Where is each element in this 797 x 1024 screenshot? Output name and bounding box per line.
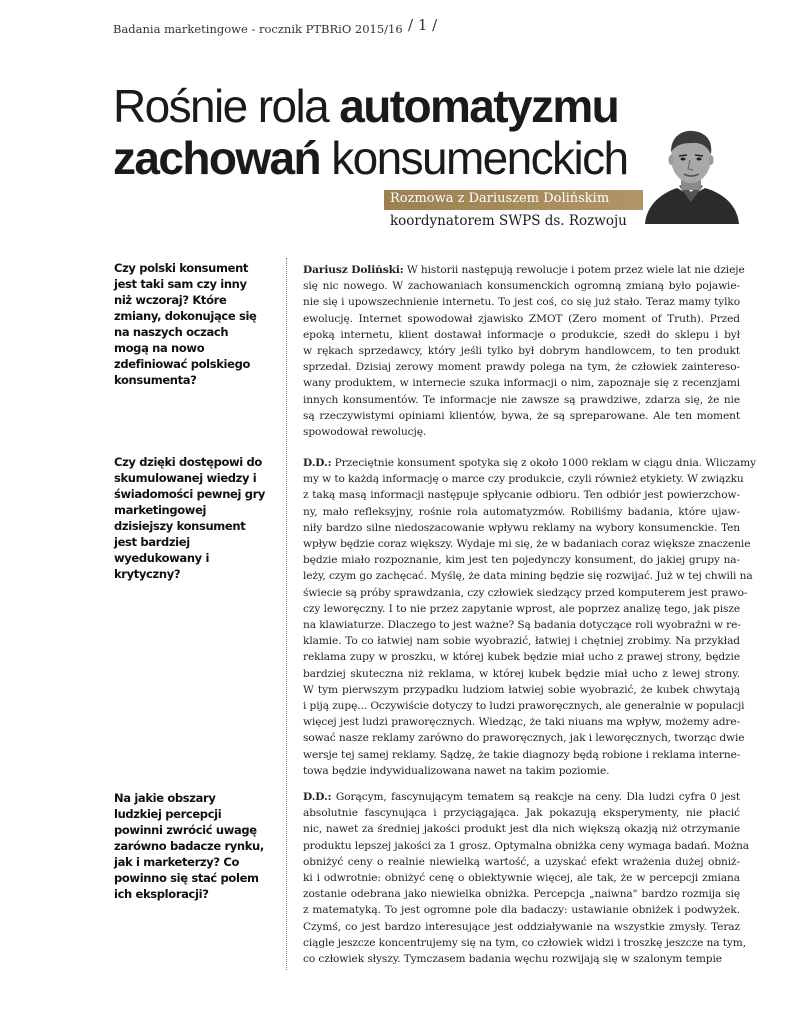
answer-line	[303, 327, 740, 343]
title-part2-bold: zachowań	[113, 132, 321, 184]
answer-text: bardziej skuteczna niż reklama, w której kubek będzie miał ucho z lewej strony.	[303, 667, 740, 680]
answer-text: w rękach sprzedawcy, który jeśli tylko był dobrym handlowcem, to ten produkt	[303, 345, 740, 358]
answer-line	[303, 568, 753, 584]
answer-text: ki i odwrotnie: obniżyć cenę o obiektywnie więcej, ale tak, że w percepcji zmiana	[303, 872, 740, 885]
answer-text: spowodował rewolucję.	[303, 426, 427, 439]
answer-line	[303, 919, 740, 935]
answer-text: wany produktem, w internecie szuka informacji o nim, zapoznaje się z recenzjami	[303, 377, 740, 390]
answer-text: W historii następują rewolucje i potem przez wiele lat nie dzieje	[403, 264, 745, 276]
title-part1-light: Rośnie rola	[113, 80, 340, 132]
answer-text: ciągle jeszcze koncentrujemy się na tym, co człowiek widzi i troszkę jeszcze na tym,	[303, 936, 747, 949]
answer-text: zostanie odebrana jako niewielka obniżka. Percepcja „naiwna" bardzo rozmija się	[303, 888, 740, 901]
interviewee-role: koordynatorem SWPS ds. Rozwoju	[390, 213, 627, 229]
answer-text: z matematyką. To jest ogromne pole dla badaczy: ustawianie obniżek i podwyżek.	[303, 904, 740, 917]
answer-text: Przeciętnie konsument spotyka się z około 1000 reklam w ciągu dnia. Wliczamy	[331, 457, 756, 469]
answer-line	[303, 311, 740, 327]
answer-line	[303, 552, 740, 568]
answer-text: klamie. To co łatwiej nam sobie wyobrazić, łatwiej i chętniej zrobimy. Na przykład	[303, 635, 740, 648]
answer-text: się nic nowego. W zachowaniach konsumenckich ogromną zmianą było pojawie-	[303, 280, 740, 293]
answer-line	[303, 601, 740, 617]
answer-text: absolutnie fascynująca i przyciągająca. Jak pokazują eksperymenty, nie płacić	[303, 807, 740, 820]
answer-line	[303, 617, 740, 633]
answer-line	[303, 951, 740, 967]
question-1: Czy polski konsument jest taki sam czy inny niż wczoraj? Które zmiany, dokonujące się na naszych oczach mogą na nowo zdefiniować polskiego konsumenta?	[114, 261, 257, 387]
portrait-photo	[643, 122, 740, 224]
answer-line	[303, 789, 740, 805]
answer-line	[303, 471, 744, 487]
answer-line	[303, 343, 740, 359]
answer-text: czy leworęczny. I to nie przez zapytanie wprost, ale poprzez analizę tego, jak pisze	[303, 602, 740, 615]
answer-text: z taką masą informacji następuje spłycanie odbioru. Ten odbiór jest powierzchow-	[303, 489, 740, 502]
answer-line	[303, 633, 740, 649]
answer-line	[303, 935, 747, 951]
answer-line	[303, 585, 748, 601]
answer-1	[303, 262, 745, 440]
answer-text: nic, nawet za średniej jakości produkt jest dla nich większą okazją niż otrzymanie	[303, 823, 740, 836]
answer-3	[303, 789, 750, 967]
answer-text: produktu lepszej jakości za 1 grosz. Optymalna obniżka ceny wymaga badań. Można	[303, 839, 750, 852]
answer-line	[303, 763, 740, 779]
column-divider	[286, 258, 287, 970]
answer-text: sprzedał. Dzisiaj zerowy moment prawdy polega na tym, że człowiek zaintereso-	[303, 361, 740, 374]
answer-text: sować nasze reklamy zarówno do praworęcznych, jak i leworęcznych, tworząc dwie	[303, 732, 745, 745]
answer-line	[303, 870, 740, 886]
answer-line	[303, 698, 745, 714]
answer-text: nie się i upowszechnienie internetu. To jest coś, co się już stało. Teraz mamy tylko	[303, 296, 740, 309]
answer-line	[303, 487, 740, 503]
title-part1-bold: automatyzmu	[339, 80, 619, 132]
answer-line	[303, 838, 750, 854]
answer-text: towa będzie indywidualizowana nawet na takim poziomie.	[303, 764, 610, 777]
answer-line	[303, 902, 740, 918]
answer-line	[303, 714, 740, 730]
answer-text: świecie są próby sprawdzania, czy człowiek siedzący przed komputerem jest prawo-	[303, 586, 748, 599]
answer-line	[303, 359, 740, 375]
answer-text: niły bardzo silne niedoszacowanie wpływu reklamy na wybory konsumenckie. Ten	[303, 521, 740, 534]
answer-text: wpływ będzie coraz większy. Wydaje mi się, że w badaniach coraz większe znaczenie	[303, 538, 751, 551]
answer-text: będzie miało rozpoznanie, kim jest ten pojedynczy konsument, do jakiej grupy na-	[303, 554, 740, 567]
answer-text: epoką internetu, klient dostawał informacje o produkcie, szedł do sklepu i był	[303, 328, 740, 341]
answer-line	[303, 747, 740, 763]
answer-line	[303, 666, 740, 682]
interview-with: Rozmowa z Dariuszem Dolińskim	[390, 191, 610, 206]
answer-line	[303, 682, 740, 698]
answer-2	[303, 455, 756, 779]
answer-line	[303, 424, 740, 440]
answer-text: leży, czym go zachęcać. Myślę, że data mining będzie się rozwijać. Już w tej chwili na	[303, 570, 753, 583]
answer-line	[303, 821, 740, 837]
answer-text: innych konsumentów. Te informacje nie zawsze są prawdziwe, zdarza się, że nie	[303, 393, 740, 406]
answer-line	[303, 262, 745, 278]
answer-line	[303, 854, 740, 870]
answer-text: ny, mało refleksyjny, rośnie rola automatyzmów. Robiliśmy badania, które ujaw-	[303, 505, 740, 518]
answer-text: co człowiek słyszy. Tymczasem badania węchu rozwijają się w szalonym tempie	[303, 953, 722, 966]
answer-line	[303, 805, 740, 821]
page-number: / 1 /	[408, 16, 438, 34]
question-3: Na jakie obszary ludzkiej percepcji powinni zwrócić uwagę zarówno badacze rynku, jak i marketerzy? Co powinno się stać polem ich eksploracji?	[114, 791, 264, 901]
answer-text: W tym pierwszym przypadku ludziom łatwiej sobie wyobrazić, że kubek chwytają	[303, 683, 740, 696]
answer-line	[303, 278, 740, 294]
answer-text: więcej jest ludzi praworęcznych. Wiedząc, że taki niuans ma wpływ, możemy adre-	[303, 716, 740, 729]
answer-line	[303, 649, 740, 665]
answer-text: obniżyć ceny o realnie niewielką wartość, a uzyskać efekt wrażenia dużej obniż-	[303, 855, 740, 868]
speaker-label: D.D.:	[303, 457, 332, 469]
answer-line	[303, 408, 740, 424]
answer-line	[303, 504, 740, 520]
question-2: Czy dzięki dostępowi do skumulowanej wiedzy i świadomości pewnej gry marketingowej dzisiejszy konsument jest bardziej wyedukowany i krytyczny?	[114, 455, 266, 581]
speaker-label: Dariusz Doliński:	[303, 264, 404, 276]
title-part2-light: konsumenckich	[320, 132, 628, 184]
answer-text: my w to każdą informację o marce czy produkcie, czyli również etykiety. W związku	[303, 473, 744, 486]
answer-line	[303, 730, 745, 746]
running-header: Badania marketingowe - rocznik PTBRiO 2015/16	[113, 22, 403, 36]
answer-line	[303, 536, 751, 552]
speaker-label: D.D.:	[303, 791, 332, 803]
answer-text: wersje tej samej reklamy. Sądzę, że takie diagnozy będą robione i reklama interne-	[303, 748, 741, 761]
answer-line	[303, 294, 740, 310]
answer-line	[303, 520, 740, 536]
answer-line	[303, 886, 740, 902]
answer-line	[303, 392, 740, 408]
answer-text: ewolucję. Internet spowodował zjawisko ZMOT (Zero moment of Truth). Przed	[303, 312, 740, 325]
answer-line	[303, 375, 740, 391]
answer-text: reklama zupy w proszku, w której kubek będzie miał ucho z prawej strony, będzie	[303, 651, 740, 664]
answer-text: na klawiaturze. Dlaczego to jest ważne? Są badania dotyczące roli wyobraźni w re-	[303, 619, 741, 632]
answer-text: Gorącym, fascynującym tematem są reakcje na ceny. Dla ludzi cyfra 0 jest	[331, 791, 740, 803]
answer-text: i piją zupę... Oczywiście dotyczy to ludzi praworęcznych, ale generalnie w populacji	[303, 700, 745, 713]
answer-text: Czymś, co jest bardzo interesujące jest oddziaływanie na wszystkie zmysły. Teraz	[303, 920, 740, 933]
answer-text: są rzeczywistymi opiniami klientów, bywa, że są spreparowane. Ale ten moment	[303, 409, 740, 422]
answer-line	[303, 455, 756, 471]
article-title	[113, 80, 653, 184]
